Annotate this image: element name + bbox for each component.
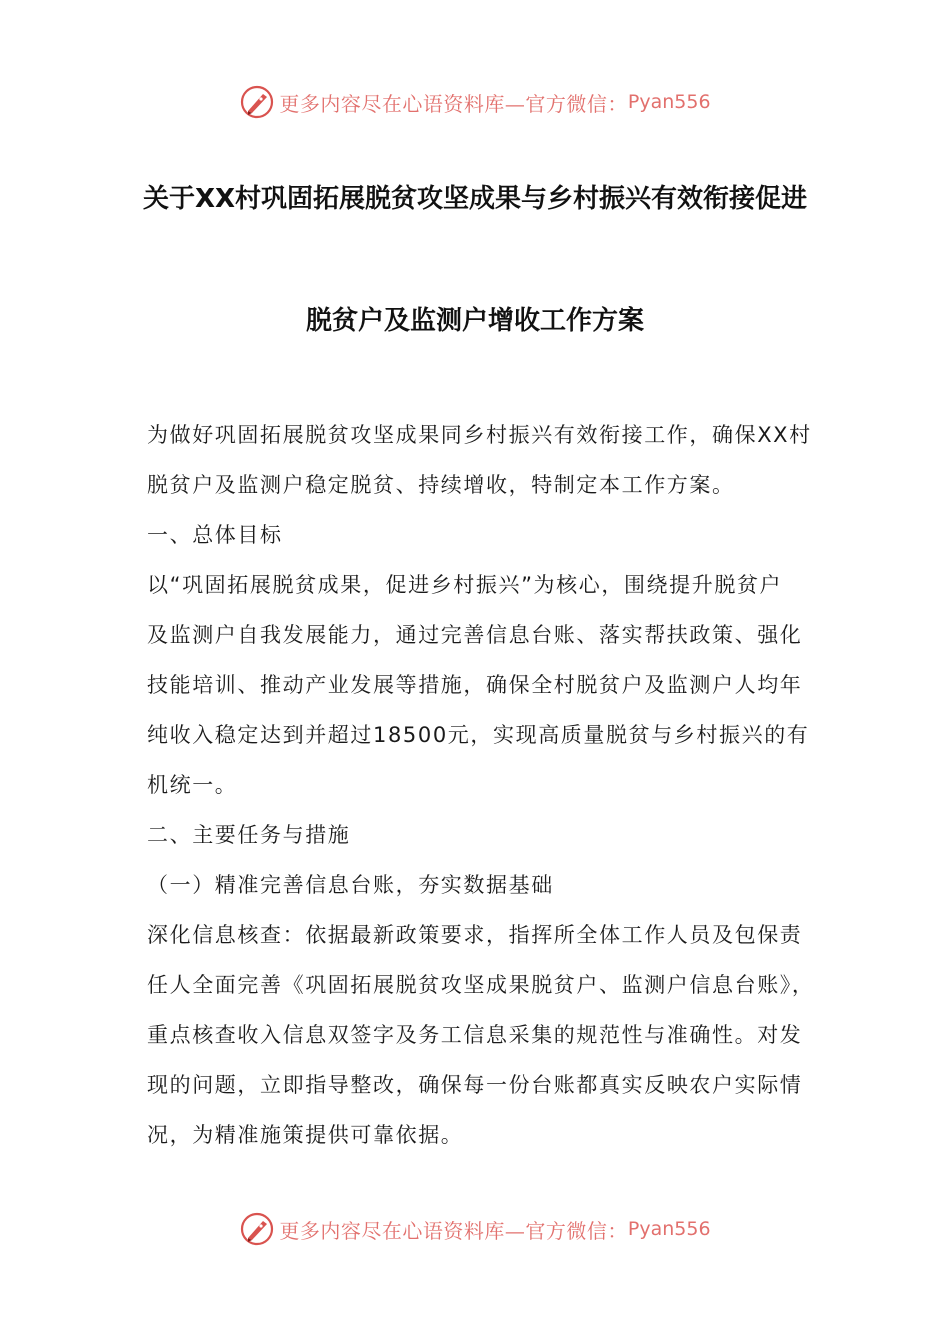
watermark-wechat-id: Pyan556 xyxy=(627,91,711,113)
subsection-heading: （一）精准完善信息台账，夯实数据基础 xyxy=(147,873,554,897)
body-line: 脱贫户及监测户稳定脱贫、持续增收，特制定本工作方案。 xyxy=(147,473,735,497)
section-heading: 二、主要任务与措施 xyxy=(147,823,351,847)
body-line: 纯收入稳定达到并超过18500元，实现高质量脱贫与乡村振兴的有 xyxy=(147,723,810,747)
body-line: 以“巩固拓展脱贫成果，促进乡村振兴”为核心，围绕提升脱贫户 xyxy=(147,573,783,597)
body-line: 机统一。 xyxy=(147,773,238,797)
body-line: 重点核查收入信息双签字及务工信息采集的规范性与准确性。对发 xyxy=(147,1023,803,1047)
body-line: 及监测户自我发展能力，通过完善信息台账、落实帮扶政策、强化 xyxy=(147,623,803,647)
watermark-text: 更多内容尽在心语资料库—官方微信： xyxy=(279,91,628,116)
body-line: 技能培训、推动产业发展等措施，确保全村脱贫户及监测户人均年 xyxy=(147,673,803,697)
document-title-line-2: 脱贫户及监测户增收工作方案 xyxy=(305,306,644,336)
body-line: 现的问题，立即指导整改，确保每一份台账都真实反映农户实际情 xyxy=(147,1073,803,1097)
body-line: 况，为精准施策提供可靠依据。 xyxy=(147,1123,464,1147)
body-line: 任人全面完善《巩固拓展脱贫攻坚成果脱贫户、监测户信息台账》， xyxy=(147,973,815,997)
body-line: 为做好巩固拓展脱贫攻坚成果同乡村振兴有效衔接工作，确保XX村 xyxy=(147,423,812,447)
watermark-wechat-id: Pyan556 xyxy=(627,1218,711,1240)
watermark-text: 更多内容尽在心语资料库—官方微信： xyxy=(279,1218,628,1243)
pen-nib-logo-icon xyxy=(239,1211,275,1247)
watermark-banner-bottom xyxy=(0,1209,950,1249)
document-title-line-1: 关于XX村巩固拓展脱贫攻坚成果与乡村振兴有效衔接促进 xyxy=(142,184,808,214)
section-heading: 一、总体目标 xyxy=(147,523,283,547)
body-line: 深化信息核查：依据最新政策要求，指挥所全体工作人员及包保责 xyxy=(147,923,803,947)
pen-nib-logo-icon xyxy=(239,84,275,120)
watermark-banner-top xyxy=(0,82,950,122)
